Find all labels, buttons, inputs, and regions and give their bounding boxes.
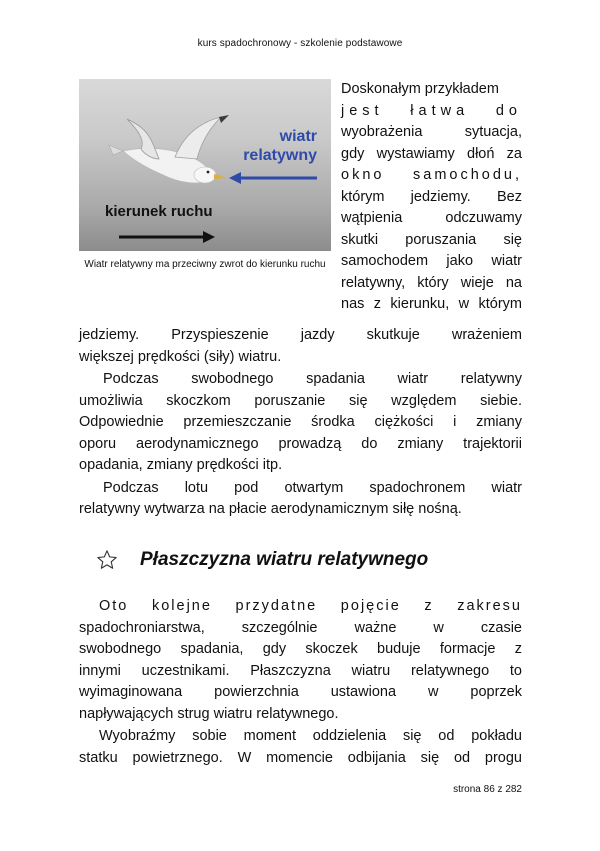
paragraph-line: Wyobraźmy sobie moment oddzielenia się od pokładu [99,728,522,744]
page-number: strona 86 z 282 [453,784,522,795]
wind-label-line1: wiatr [279,128,317,145]
paragraph-canopy [79,478,522,521]
paragraph-definition [79,596,522,725]
paragraph-line: spadochroniarstwa, szczególnie ważne w czasie [79,619,522,636]
figure-caption: Wiatr relatywny ma przeciwny zwrot do kierunku ruchu [84,259,326,270]
paragraph-line: innymi uczestnikami. Płaszczyzna wiatru relatywnego to [79,662,522,679]
intro-paragraph [341,79,522,316]
paragraph-line: Podczas lotu pod otwartym spadochronem wiatr [103,479,522,496]
direction-label: kierunek ruchu [105,203,213,220]
paragraph-line: umożliwia skoczkom poruszanie się względem siebie. [79,392,522,409]
paragraph-line: relatywny wytwarza na płacie aerodynamicznym siłę nośną. [79,501,462,517]
seagull-illustration [79,79,331,251]
intro-line: relatywny, który wieje na [341,274,522,291]
intro-line: wątpienia odczuwamy [341,210,522,226]
main-text [79,325,522,521]
section-title: Płaszczyzna wiatru relatywnego [140,549,429,570]
paragraph-line: wyimaginowana powierzchnia ustawiona w poprzek [79,684,522,700]
figure [79,79,331,272]
paragraph-line: Oto kolejne przydatne pojęcie z zakresu [99,598,522,614]
paragraph-line: jedziemy. Przyspieszenie jazdy skutkuje wrażeniem [79,327,522,343]
intro-line: skutki poruszania się [341,231,522,248]
intro-continuation [79,325,522,368]
paragraph-line: opadania, zmiany prędkości itp. [79,457,283,473]
wind-label-line2: relatywny [243,147,317,164]
page-header: kurs spadochronowy - szkolenie podstawowe [197,38,403,49]
intro-line: samochodem jako wiatr [341,253,522,269]
paragraph-freefall [79,369,522,477]
paragraph-line: Podczas swobodnego spadania wiatr relatywny [103,371,522,387]
paragraph-line: statku powietrznego. W momencie odbijania się od progu [79,749,522,766]
intro-line: nas z kierunku, w którym [341,296,522,312]
paragraph-line: Odpowiednie przemieszczanie środka ciężkości i zmiany [79,414,522,430]
paragraph-line: większej prędkości (siły) wiatru. [79,348,282,365]
paragraph-exit [79,726,522,769]
star-icon [96,549,118,571]
section-text [79,596,522,769]
section-heading [96,549,526,571]
seagull-photo [79,79,331,251]
paragraph-line: oporu aerodynamicznego prowadzą do zmiany trajektorii [79,435,522,452]
intro-line: wyobrażenia sytuacja, [341,124,522,140]
intro-line: okno samochodu, [341,167,522,183]
wind-label [243,127,317,165]
intro-line: jest łatwa do [341,102,522,119]
paragraph-line: swobodnego spadania, gdy skoczek buduje formacje z [79,641,522,657]
paragraph-line: napływających strug wiatru relatywnego. [79,705,339,722]
intro-line: którym jedziemy. Bez [341,188,522,205]
intro-line: Doskonałym przykładem [341,81,499,97]
intro-line: gdy wystawiamy dłoń za [341,145,522,162]
